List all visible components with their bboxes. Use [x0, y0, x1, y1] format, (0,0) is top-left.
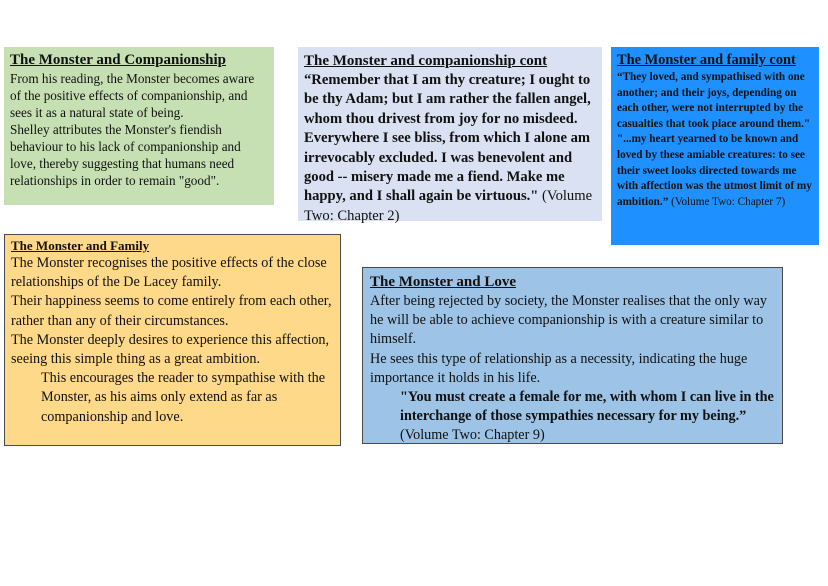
family-box [4, 234, 341, 446]
love-para-1: After being rejected by society, the Monster realises that the only way he will be able to achieve companionship is with a creature similar to himself. [370, 293, 767, 348]
companionship-cont-title: The Monster and companionship cont [304, 53, 548, 69]
companionship-title: The Monster and Companionship [10, 52, 227, 68]
companionship-cont-quote: “Remember that I am thy creature; I ought to be thy Adam; but I am rather the fallen angel, whom thou drivest from joy for no misdeed. Everywhere I see bliss, from which I alone am irrevocably excluded. I was benevolent and good -- misery made me a fiend. Make me happy, and I shall again be virtuous." [304, 72, 591, 205]
companionship-para-1: From his reading, the Monster becomes aware of the positive effects of companionship, and sees it as a natural state of being. [10, 71, 255, 120]
love-quote: "You must create a female for me, with whom I can live in the interchange of those sympathies necessary for my being.” [400, 389, 774, 425]
companionship-cont-quote-paragraph [304, 71, 596, 226]
family-cont-quote-paragraph [617, 132, 813, 210]
family-para-4: This encourages the reader to sympathise with the Monster, as his aims only extend as far as companionship and love. [41, 370, 326, 425]
love-quote-paragraph [370, 388, 775, 446]
family-para-1: The Monster recognises the positive effects of the close relationships of the De Lacey family. [11, 255, 327, 291]
family-cont-box [611, 47, 819, 245]
companionship-cont-box [298, 47, 602, 224]
family-cont-quote-1: “They loved, and sympathised with one another; and their joys, depending on each other, were not interrupted by the casualties that took place around them." [617, 71, 811, 130]
companionship-para-2: Shelley attributes the Monster's fiendish behaviour to his lack of companionship and love, thereby suggesting that humans need relationships in order to remain "good". [10, 122, 241, 188]
love-box [362, 267, 783, 444]
love-para-2: He sees this type of relationship as a necessity, indicating the huge importance it holds in his life. [370, 350, 748, 386]
family-cont-reference: (Volume Two: Chapter 7) [671, 195, 786, 208]
family-cont-quote-2: "...my heart yearned to be known and loved by these amiable creatures: to see their sweet looks directed towards me with affection was the utmost limit of my ambition.” [617, 133, 812, 208]
family-para-3: The Monster deeply desires to experience this affection, seeing this simple thing as a great ambition. [11, 331, 330, 368]
family-cont-title: The Monster and family cont [617, 52, 796, 68]
family-para-2: Their happiness seems to come entirely from each other, rather than any of their circumstances. [11, 293, 332, 329]
love-reference: (Volume Two: Chapter 9) [400, 427, 545, 444]
companionship-box [4, 47, 274, 205]
family-title: The Monster and Family [11, 238, 150, 253]
companionship-cont-reference: (Volume Two: Chapter 2) [304, 188, 593, 224]
love-title: The Monster and Love [370, 274, 516, 290]
